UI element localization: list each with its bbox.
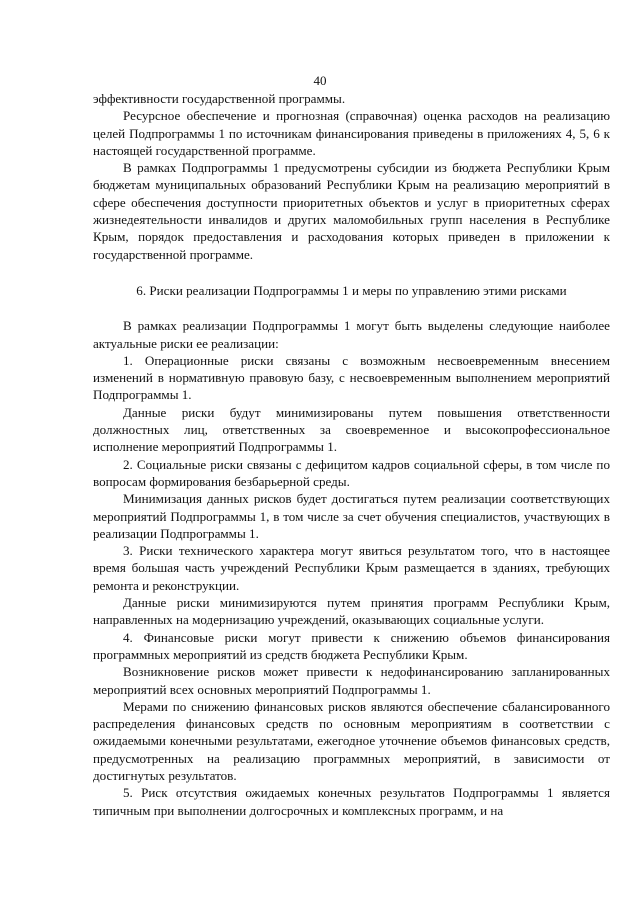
paragraph: Минимизация данных рисков будет достигаться путем реализации соответствующих мероприятий Подпрограммы 1, в том числе за счет обучения специалистов, участвующих в реализации Подпрограммы 1. bbox=[93, 491, 610, 541]
paragraph: Возникновение рисков может привести к недофинансированию запланированных мероприятий всех основных мероприятий Подпрограммы 1. bbox=[93, 664, 610, 697]
paragraph: 5. Риск отсутствия ожидаемых конечных результатов Подпрограммы 1 является типичным при выполнении долгосрочных и комплексных программ, и на bbox=[93, 785, 610, 818]
paragraph: 4. Финансовые риски могут привести к снижению объемов финансирования программных мероприятий из средств бюджета Республики Крым. bbox=[93, 629, 610, 662]
page-number: 40 bbox=[313, 73, 327, 88]
paragraph: Данные риски будут минимизированы путем повышения ответственности должностных лиц, ответственных за своевременное и высокопрофессиональное исполнение мероприятий Подпрограммы 1. bbox=[93, 404, 610, 455]
paragraph: 2. Социальные риски связаны с дефицитом кадров социальной сферы, в том числе по вопросам формирования безбарьерной среды. bbox=[93, 456, 610, 489]
paragraph: Данные риски минимизируются путем принятия программ Республики Крым, направленных на модернизацию учреждений, оказывающих социальные услуги. bbox=[93, 595, 610, 628]
paragraph: 3. Риски технического характера могут явиться результатом того, что в настоящее время большая часть учреждений Республики Крым размещается в зданиях, требующих ремонта и реконструкции. bbox=[93, 543, 610, 593]
document-body bbox=[93, 90, 610, 819]
section-heading: 6. Риски реализации Подпрограммы 1 и меры по управлению этими рисками bbox=[136, 282, 567, 298]
paragraph: эффективности государственной программы. bbox=[93, 91, 346, 106]
paragraph: В рамках Подпрограммы 1 предусмотрены субсидии из бюджета Республики Крым бюджетам муниципальных образований Республики Крым на реализацию мероприятий в сфере обеспечения доступности приоритетных объектов и услуг в приоритетных сферах жизнедеятельности инвалидов и других маломобильных групп населения в Республике Крым, порядок предоставления и расходования которых приведен в приложении к государственной программе. bbox=[93, 160, 610, 262]
paragraph: Мерами по снижению финансовых рисков являются обеспечение сбалансированного распределения финансовых средств по основным мероприятиям в соответствии с ожидаемыми конечными результатами, ежегодное уточнение объемов финансовых средств, предусмотренных на реализацию программных мероприятий, в зависимости от достигнутых результатов. bbox=[93, 698, 610, 783]
paragraph: 1. Операционные риски связаны с возможным несвоевременным внесением изменений в нормативную правовую базу, с несвоевременным выполнением мероприятий Подпрограммы 1. bbox=[93, 352, 610, 403]
paragraph: Ресурсное обеспечение и прогнозная (справочная) оценка расходов на реализацию целей Подпрограммы 1 по источникам финансирования приведены в приложениях 4, 5, 6 к настоящей государственной программе. bbox=[93, 108, 610, 158]
paragraph: В рамках реализации Подпрограммы 1 могут быть выделены следующие наиболее актуальные риски ее реализации: bbox=[93, 318, 610, 351]
